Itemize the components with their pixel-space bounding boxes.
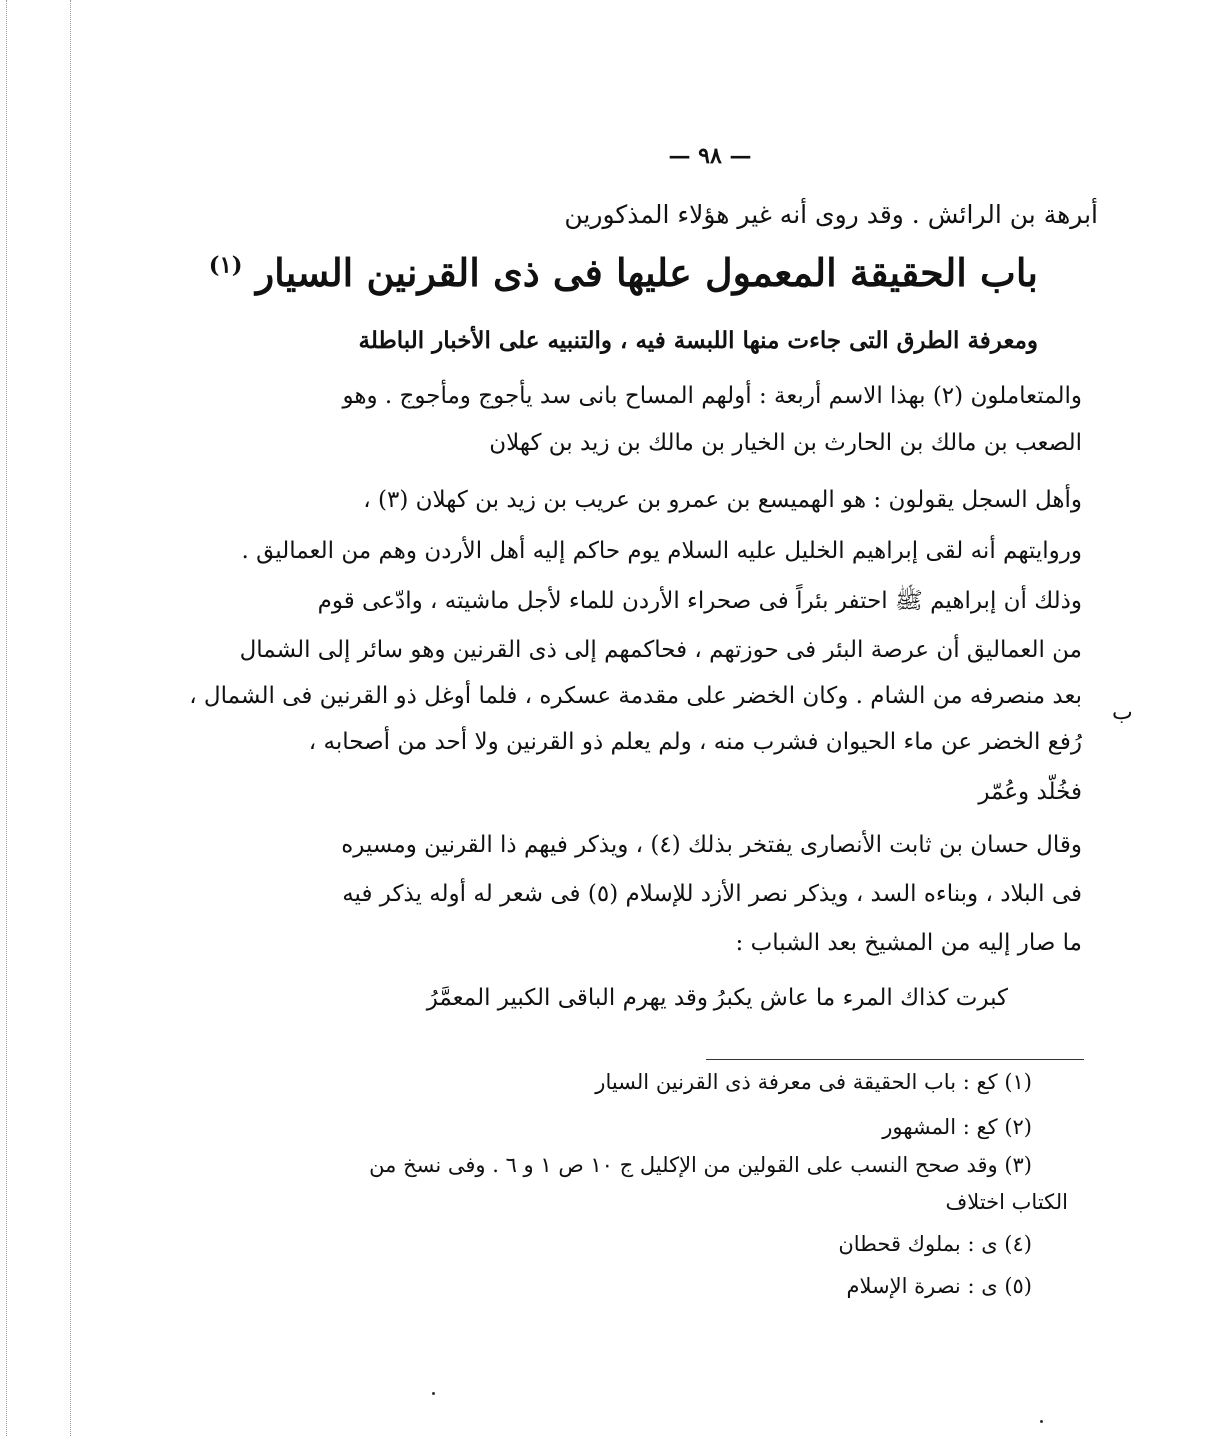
body-line: وروايتهم أنه لقى إبراهيم الخليل عليه السلام يوم حاكم إليه أهل الأردن وهم من العماليق . bbox=[241, 538, 1082, 564]
verse-first-hemistich: كبرت كذاك المرء ما عاش يكبرُ bbox=[713, 985, 1008, 1011]
footnote-continuation: الكتاب اختلاف bbox=[945, 1190, 1068, 1214]
chapter-subtitle: ومعرفة الطرق التى جاءت منها اللبسة فيه ، والتنبيه على الأخبار الباطلة bbox=[358, 327, 1038, 354]
body-line: بعد منصرفه من الشام . وكان الخضر على مقدمة عسكره ، فلما أوغل ذو القرنين فى الشمال ، bbox=[189, 683, 1082, 709]
body-line: من العماليق أن عرصة البئر فى حوزتهم ، فحاكمهم إلى ذى القرنين وهو سائر إلى الشمال bbox=[239, 637, 1082, 663]
speck bbox=[432, 1392, 435, 1395]
body-line: رُفع الخضر عن ماء الحيوان فشرب منه ، ولم يعلم ذو القرنين ولا أحد من أصحابه ، bbox=[308, 729, 1082, 755]
body-line: ما صار إليه من المشيخ بعد الشباب : bbox=[735, 930, 1082, 956]
page-number: — ٩٨ — bbox=[668, 143, 752, 169]
verse-second-hemistich: وقد يهرم الباقى الكبير المعمَّرُ bbox=[426, 985, 708, 1011]
footnote: (٣) وقد صحح النسب على القولين من الإكليل ج ١٠ ص ١ و ٦ . وفى نسخ من bbox=[369, 1153, 1032, 1177]
body-line: فى البلاد ، وبناءه السد ، ويذكر نصر الأزد للإسلام (٥) فى شعر له أوله يذكر فيه bbox=[342, 881, 1082, 907]
binding-line-inner bbox=[70, 0, 71, 1436]
chapter-title bbox=[209, 250, 1038, 296]
body-line: وذلك أن إبراهيم ﷺ احتفر بئراً فى صحراء الأردن للماء لأجل ماشيته ، وادّعى قوم bbox=[317, 588, 1082, 614]
body-line: والمتعاملون (٢) بهذا الاسم أربعة : أولهم المساح بانى سد يأجوج ومأجوج . وهو bbox=[342, 383, 1082, 409]
chapter-title-text: باب الحقيقة المعمول عليها فى ذى القرنين السيار bbox=[255, 250, 1038, 295]
body-line: فخُلّد وعُمّر bbox=[978, 779, 1082, 805]
binding-line-left bbox=[6, 0, 7, 1436]
margin-mark: ب bbox=[1112, 700, 1133, 725]
footnote: (١) كع : باب الحقيقة فى معرفة ذى القرنين السيار bbox=[595, 1070, 1032, 1094]
body-line: وأهل السجل يقولون : هو الهميسع بن عمرو بن عريب بن زيد بن كهلان (٣) ، bbox=[363, 487, 1082, 513]
speck bbox=[1040, 1420, 1043, 1423]
intro-line: أبرهة بن الرائش . وقد روى أنه غير هؤلاء المذكورين bbox=[564, 200, 1098, 229]
footnote: (٤) ى : بملوك قحطان bbox=[838, 1232, 1032, 1256]
footnote: (٥) ى : نصرة الإسلام bbox=[846, 1274, 1032, 1298]
chapter-title-footnote-ref: (١) bbox=[208, 252, 243, 279]
body-line: وقال حسان بن ثابت الأنصارى يفتخر بذلك (٤) ، ويذكر فيهم ذا القرنين ومسيره bbox=[341, 832, 1082, 858]
footnote-separator bbox=[706, 1059, 1084, 1060]
body-line: الصعب بن مالك بن الحارث بن الخيار بن مالك بن زيد بن كهلان bbox=[489, 430, 1082, 456]
footnote: (٢) كع : المشهور bbox=[882, 1115, 1032, 1139]
